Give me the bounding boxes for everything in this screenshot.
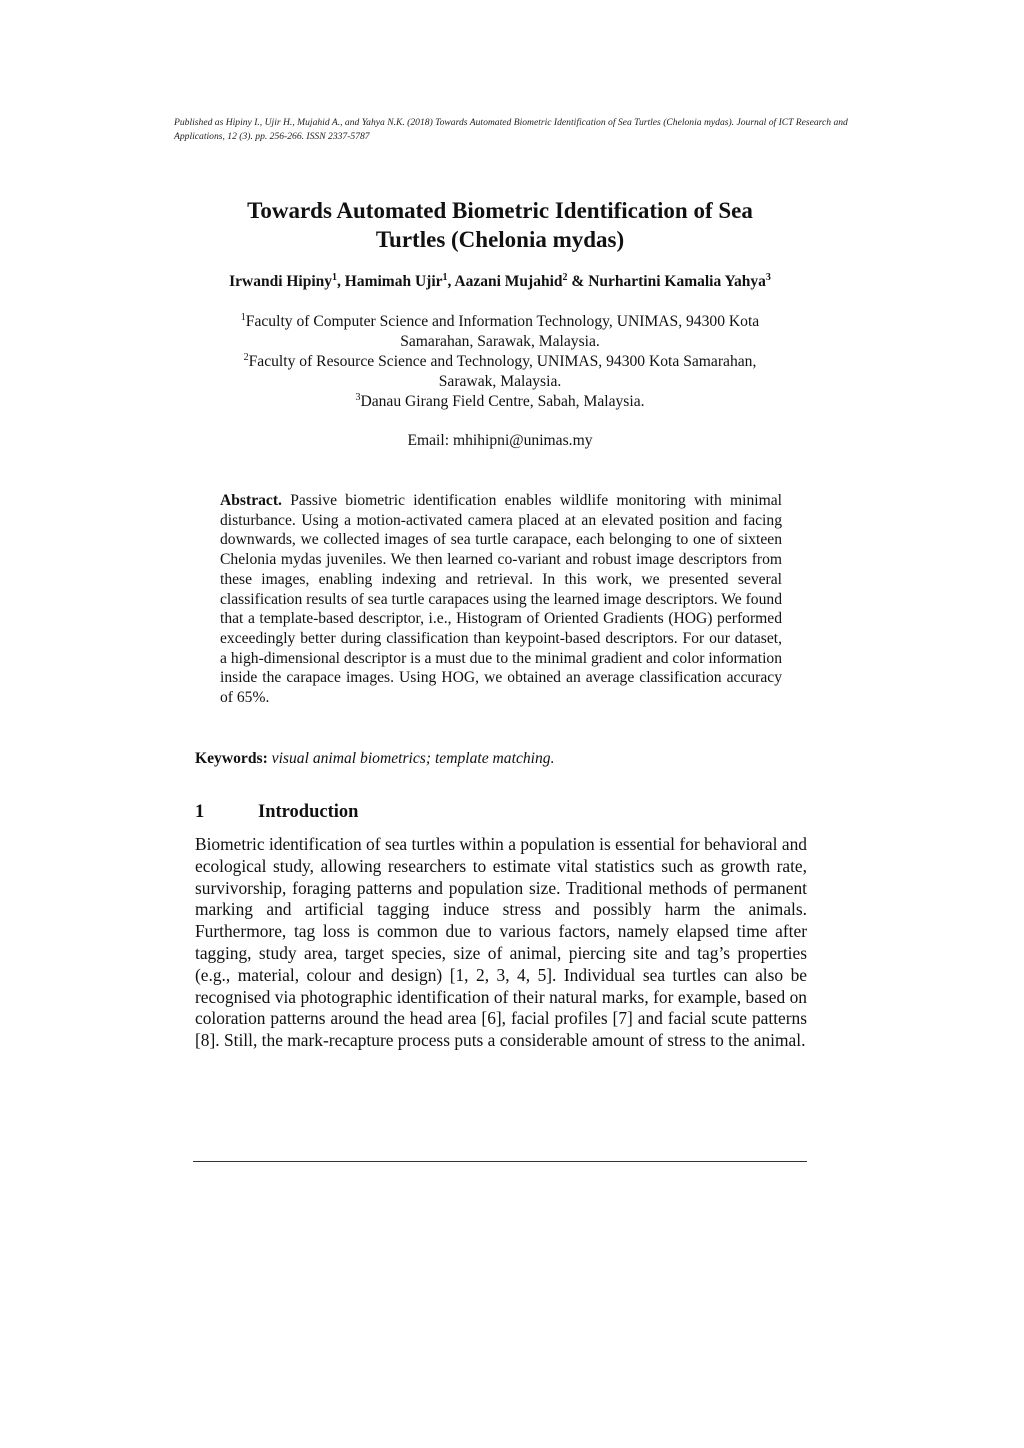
- keywords: [195, 749, 807, 769]
- affiliation-mark: 3: [355, 391, 361, 403]
- affiliations: [150, 312, 850, 412]
- section-title: Introduction: [258, 802, 359, 822]
- abstract: [220, 491, 782, 708]
- author-affiliation-mark: 3: [765, 271, 771, 283]
- paper-title: [150, 196, 850, 254]
- author-name: Nurhartini Kamalia Yahya: [588, 273, 766, 290]
- author-separator: ,: [447, 273, 455, 290]
- author-name: Irwandi Hipiny: [229, 273, 333, 290]
- author-name: Hamimah Ujir: [344, 273, 443, 290]
- affiliation-mark: 2: [243, 351, 249, 363]
- keywords-label: Keywords:: [195, 750, 268, 767]
- affiliation-2-line-1: $^2$Faculty of Resource Science and Technology, UNIMAS, 94300 Kota Samarahan,: [243, 351, 757, 370]
- author-list: [150, 272, 850, 292]
- affiliation-2-line-2: Sarawak, Malaysia.: [438, 373, 562, 390]
- affiliation-3-line-1: $^3$Danau Girang Field Centre, Sabah, Malaysia.: [355, 391, 645, 410]
- publication-note: Published as Hipiny I., Ujir H., Mujahid A., and Yahya N.K. (2018) Towards Automated Biometric Identification of Sea Turtles (Chelonia mydas). Journal of ICT Research and Applications, 12 (3). pp. 256-266. ISSN 2337-5787: [174, 117, 848, 142]
- abstract-text: Passive biometric identification enables wildlife monitoring with minimal disturbance. Using a motion-activated camera placed at an elevated position and facing downwards, we collected images of sea turtle carapace, each belonging to one of sixteen Chelonia mydas juveniles. We then learned co-variant and robust image descriptors from these images, enabling indexing and retrieval. In this work, we presented several classification results of sea turtle carapaces using the learned image descriptors. We found that a template-based descriptor, i.e., Histogram of Oriented Gradients (HOG) performed exceedingly better during classification than keypoint-based descriptors. For our dataset, a high-dimensional descriptor is a must due to the minimal gradient and color information inside the carapace images. Using HOG, we obtained an average classification accuracy of 65%.: [220, 492, 782, 707]
- title-line-2: Turtles (Chelonia mydas): [375, 227, 625, 252]
- abstract-label: Abstract.: [220, 492, 282, 509]
- affiliation-mark: 1: [240, 311, 246, 323]
- author-affiliation-mark: 1: [442, 271, 448, 283]
- author-affiliation-mark: 1: [332, 271, 338, 283]
- footnote-divider: [193, 1161, 807, 1162]
- contact-email: Email: mhihipni@unimas.my: [407, 432, 593, 449]
- author-affiliation-mark: 2: [562, 271, 568, 283]
- author-separator: &: [567, 273, 589, 290]
- title-line-1: Towards Automated Biometric Identification of Sea: [247, 198, 753, 223]
- section-heading: [195, 801, 807, 823]
- affiliation-1-line-2: Samarahan, Sarawak, Malaysia.: [400, 333, 600, 350]
- keywords-text: visual animal biometrics; template matching.: [271, 750, 555, 767]
- author-separator: ,: [337, 273, 345, 290]
- author-name: Aazani Mujahid: [454, 273, 563, 290]
- introduction-paragraph: Biometric identification of sea turtles within a population is essential for behavioral and ecological study, allowing researchers to estimate vital statistics such as growth rate, survivorship, foraging patterns and population size. Traditional methods of permanent marking and artificial tagging induce stress and possibly harm the animals. Furthermore, tag loss is common due to various factors, namely elapsed time after tagging, study area, target species, size of animal, piercing site and tag’s properties (e.g., material, colour and design) [1, 2, 3, 4, 5]. Individual sea turtles can also be recognised via photographic identification of their natural marks, for example, based on coloration patterns around the head area [6], facial profiles [7] and facial scute patterns [8]. Still, the mark-recapture process puts a considerable amount of stress to the animal.: [195, 834, 807, 1051]
- affiliation-1-line-1: $^1$Faculty of Computer Science and Information Technology, UNIMAS, 94300 Kota: [240, 311, 760, 330]
- section-number: 1: [195, 802, 205, 822]
